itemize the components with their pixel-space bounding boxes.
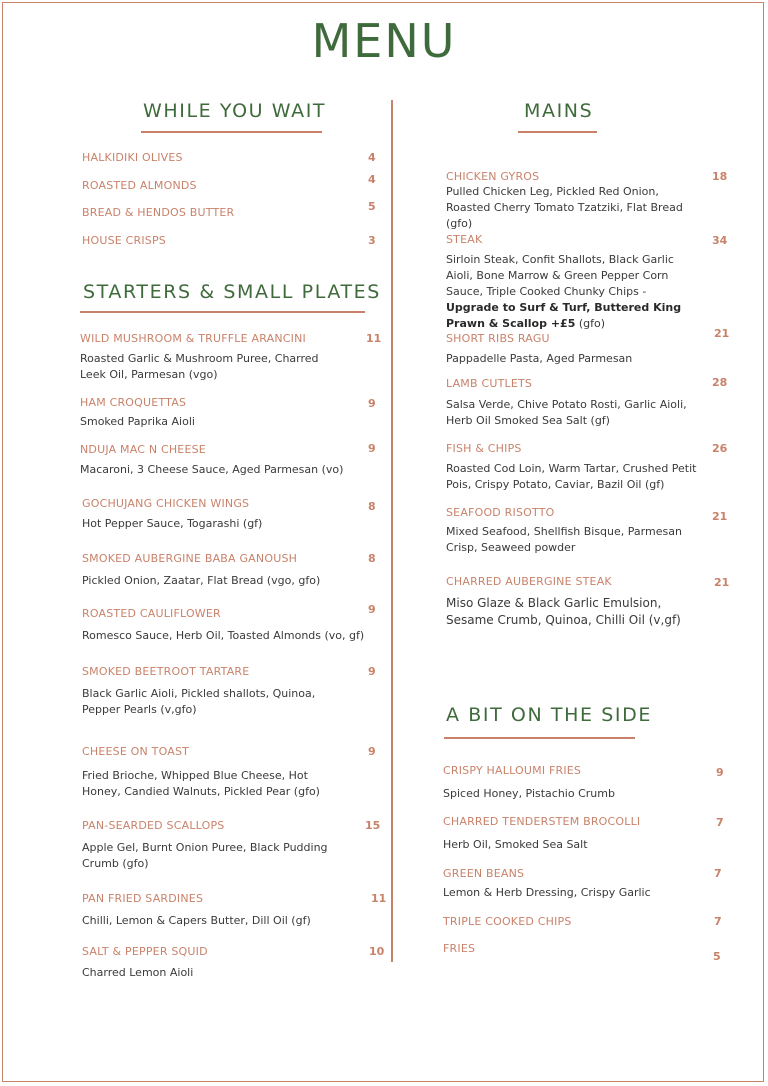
menu-item-name: SALT & PEPPER SQUID	[82, 945, 208, 958]
menu-item-price: 4	[368, 173, 376, 186]
menu-item-description: Lemon & Herb Dressing, Crispy Garlic	[443, 886, 651, 899]
menu-item-description: Fried Brioche, Whipped Blue Cheese, Hot Honey, Candied Walnuts, Pickled Pear (gfo)	[82, 769, 320, 798]
menu-item-price: 9	[368, 745, 376, 758]
menu-item-name: HAM CROQUETTAS	[80, 396, 187, 409]
menu-item-description: Pulled Chicken Leg, Pickled Red Onion, Roasted Cherry Tomato Tzatziki, Flat Bread (gfo)	[446, 185, 683, 230]
menu-item-name: HOUSE CRISPS	[82, 234, 166, 247]
menu-item-name: CHEESE ON TOAST	[82, 745, 190, 758]
menu-item-price: 8	[368, 500, 376, 513]
menu-item-name: FISH & CHIPS	[446, 442, 522, 455]
menu-item-name: GREEN BEANS	[443, 867, 525, 880]
page-title: MENU	[311, 14, 457, 68]
menu-item-description: Chilli, Lemon & Capers Butter, Dill Oil (gf)	[82, 914, 311, 927]
menu-item-price: 21	[714, 327, 730, 340]
while-you-wait-heading: WHILE YOU WAIT	[143, 100, 327, 122]
menu-item-description: Spiced Honey, Pistachio Crumb	[443, 787, 615, 800]
menu-item-name: SHORT RIBS RAGU	[446, 332, 550, 345]
menu-item-price: 11	[366, 332, 382, 345]
menu-item-description: Smoked Paprika Aioli	[80, 415, 195, 428]
steak-description: Sirloin Steak, Confit Shallots, Black Garlic Aioli, Bone Marrow & Green Pepper Corn Sauce, Triple Cooked Chunky Chips -	[446, 253, 674, 298]
starters-rule	[80, 311, 365, 313]
menu-item-name: PAN-SEARDED SCALLOPS	[82, 819, 225, 832]
menu-item-description: Hot Pepper Sauce, Togarashi (gf)	[82, 517, 263, 530]
menu-item-name: CRISPY HALLOUMI FRIES	[443, 764, 582, 777]
menu-item-name: SEAFOOD RISOTTO	[446, 506, 555, 519]
menu-item-price: 21	[712, 510, 728, 523]
menu-item-name: SMOKED AUBERGINE BABA GANOUSH	[82, 552, 298, 565]
steak-description-end: (gfo)	[575, 317, 606, 330]
menu-item-price: 9	[368, 397, 376, 410]
menu-item-price: 7	[714, 867, 722, 880]
menu-item-name: BREAD & HENDOS BUTTER	[82, 206, 235, 219]
menu-item-name: NDUJA MAC N CHEESE	[80, 443, 206, 456]
menu-item-name: SMOKED BEETROOT TARTARE	[82, 665, 250, 678]
menu-item-name: HALKIDIKI OLIVES	[82, 151, 183, 164]
menu-item-description: Roasted Garlic & Mushroom Puree, Charred Leek Oil, Parmesan (vgo)	[80, 352, 319, 381]
menu-item-price: 9	[368, 442, 376, 455]
menu-item-name: ROASTED CAULIFLOWER	[82, 607, 221, 620]
starters-heading: STARTERS & SMALL PLATES	[83, 281, 381, 303]
menu-item-price: 26	[712, 442, 728, 455]
menu-item-price: 28	[712, 376, 728, 389]
mains-rule	[518, 131, 597, 133]
menu-item-description: Roasted Cod Loin, Warm Tartar, Crushed Petit Pois, Crispy Potato, Caviar, Bazil Oil (gf)	[446, 462, 697, 491]
menu-item-name: WILD MUSHROOM & TRUFFLE ARANCINI	[80, 332, 306, 345]
column-divider	[391, 100, 393, 962]
menu-item-price: 18	[712, 170, 728, 183]
menu-item-price: 10	[369, 945, 385, 958]
menu-item-price: 9	[368, 665, 376, 678]
menu-item-price: 5	[368, 200, 376, 213]
menu-item-price: 11	[371, 892, 387, 905]
menu-item-description: Charred Lemon Aioli	[82, 966, 194, 979]
menu-item-name: CHARRED TENDERSTEM BROCOLLI	[443, 815, 641, 828]
menu-item-name: CHICKEN GYROS	[446, 170, 540, 183]
menu-item-price: 4	[368, 151, 376, 164]
menu-item-description: Salsa Verde, Chive Potato Rosti, Garlic Aioli, Herb Oil Smoked Sea Salt (gf)	[446, 398, 687, 427]
menu-item-name: CHARRED AUBERGINE STEAK	[446, 575, 612, 588]
menu-item-name: FRIES	[443, 942, 476, 955]
menu-item-description: Miso Glaze & Black Garlic Emulsion, Sesame Crumb, Quinoa, Chilli Oil (v,gf)	[446, 596, 681, 627]
steak-upgrade-offer: Upgrade to Surf & Turf, Buttered King Prawn & Scallop +£5	[446, 301, 682, 330]
menu-item-price: 7	[714, 915, 722, 928]
sides-heading: A BIT ON THE SIDE	[446, 704, 652, 726]
menu-item-description: Apple Gel, Burnt Onion Puree, Black Pudding Crumb (gfo)	[82, 841, 328, 870]
menu-item-price: 8	[368, 552, 376, 565]
menu-item-price: 9	[368, 603, 376, 616]
mains-heading: MAINS	[524, 100, 594, 122]
menu-item-description: Herb Oil, Smoked Sea Salt	[443, 838, 588, 851]
menu-item-price: 21	[714, 576, 730, 589]
menu-item-price: 3	[368, 234, 376, 247]
menu-item-price: 34	[712, 234, 728, 247]
menu-item-name: PAN FRIED SARDINES	[82, 892, 204, 905]
menu-item-name: TRIPLE COOKED CHIPS	[443, 915, 572, 928]
menu-item-description: Macaroni, 3 Cheese Sauce, Aged Parmesan (vo)	[80, 463, 344, 476]
menu-item-price: 5	[713, 950, 721, 963]
menu-item-description: Pappadelle Pasta, Aged Parmesan	[446, 352, 633, 365]
menu-item-name: STEAK	[446, 233, 483, 246]
menu-item-price: 7	[716, 816, 724, 829]
menu-item-description: Pickled Onion, Zaatar, Flat Bread (vgo, gfo)	[82, 574, 321, 587]
menu-item-description	[446, 252, 701, 332]
menu-item-name: ROASTED ALMONDS	[82, 179, 197, 192]
menu-item-description: Romesco Sauce, Herb Oil, Toasted Almonds (vo, gf)	[82, 629, 365, 642]
sides-rule	[444, 737, 635, 739]
menu-item-name: LAMB CUTLETS	[446, 377, 533, 390]
menu-item-price: 9	[716, 766, 724, 779]
menu-item-description: Mixed Seafood, Shellfish Bisque, Parmesan Crisp, Seaweed powder	[446, 525, 682, 554]
while-you-wait-rule	[141, 131, 322, 133]
menu-item-name: GOCHUJANG CHICKEN WINGS	[82, 497, 250, 510]
menu-item-price: 15	[365, 819, 381, 832]
menu-item-description: Black Garlic Aioli, Pickled shallots, Quinoa, Pepper Pearls (v,gfo)	[82, 687, 316, 716]
